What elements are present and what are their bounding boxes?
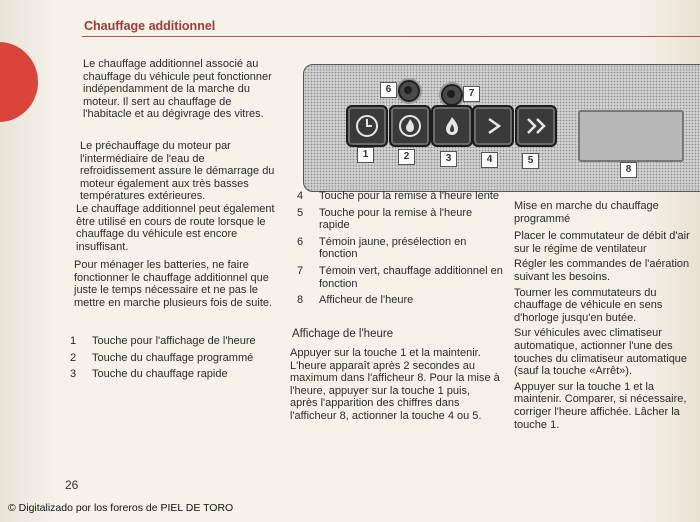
right-column <box>514 200 700 431</box>
callout-6: 6 <box>380 82 397 98</box>
callout-2: 2 <box>398 149 415 165</box>
legend-text: Touche du chauffage programmé <box>92 351 254 364</box>
legend-number: 7 <box>297 264 304 277</box>
legend-number: 1 <box>70 335 77 347</box>
programmed-flame-icon <box>397 113 423 139</box>
play-icon <box>480 113 506 139</box>
time-display-heading: Affichage de l'heure <box>292 328 394 340</box>
legend-text: Touche pour l'affichage de l'heure <box>92 335 256 347</box>
callout-8: 8 <box>620 162 637 178</box>
right-paragraph-3: Régler les commandes de l'aération suivant les besoins. <box>514 258 690 283</box>
callout-5: 5 <box>522 153 539 169</box>
legend-number: 2 <box>70 351 77 364</box>
right-paragraph-4: Tourner les commutateurs du chauffage de véhicule en sens d'horloge jusqu'en butée. <box>514 286 663 324</box>
fast-time-set-button <box>515 105 557 147</box>
legend-list-middle <box>297 190 503 311</box>
intro-paragraph-4: Pour ménager les batteries, ne faire fonctionner le chauffage additionnel que juste le temps nécessaire et ne pas le mettre en marche plusieurs fois de suite. <box>74 259 273 309</box>
legend-item <box>297 265 503 290</box>
legend-item <box>70 368 260 381</box>
right-paragraph-5: Sur véhicules avec climatiseur automatique, actionner l'une des touches du climatiseur automatique (sauf la touche «Arrêt»). <box>514 327 688 378</box>
legend-number: 5 <box>297 206 304 219</box>
legend-text: Touche pour la remise à l'heure rapide <box>319 206 473 232</box>
legend-number: 4 <box>297 190 304 202</box>
flame-icon <box>439 113 465 139</box>
legend-number: 3 <box>70 368 77 381</box>
legend-text: Touche du chauffage rapide <box>92 368 228 381</box>
callout-3: 3 <box>440 151 457 167</box>
legend-text: Témoin jaune, présélection en fonction <box>319 235 467 261</box>
legend-text: Touche pour la remise à l'heure lente <box>319 190 500 202</box>
legend-item <box>297 236 503 261</box>
intro-paragraph-3: Le chauffage additionnel peut également être utilisé en cours de route lorsque le chauffage du véhicule est encore insuffisant. <box>76 203 275 253</box>
legend-number: 6 <box>297 235 304 248</box>
title-rule <box>82 36 700 37</box>
legend-item <box>297 207 503 232</box>
clock-icon <box>354 113 380 139</box>
clock-button <box>346 105 388 147</box>
legend-text: Afficheur de l'heure <box>319 294 414 307</box>
legend-item <box>70 335 260 348</box>
legend-number: 8 <box>297 294 304 307</box>
right-paragraph-2: Placer le commutateur de débit d'air sur le régime de ventilateur <box>514 230 690 255</box>
intro-paragraph-1: Le chauffage additionnel associé au chauffage du véhicule peut fonctionner indépendamment de la marche du moteur. Il sert au chauffage de l'habitacle et au dégivrage des vitres. <box>83 58 272 121</box>
legend-list-left <box>70 335 260 385</box>
fast-forward-icon <box>523 113 549 139</box>
intro-paragraph-2: Le préchauffage du moteur par l'intermédiaire de l'eau de refroidissement assure le démarrage du moteur également aux très basses températures extérieures. <box>80 140 275 203</box>
right-paragraph-6: Appuyer sur la touche 1 et la maintenir. Comparer, si nécessaire, corriger l'heure affichée. Lâcher la touche 1. <box>514 380 687 431</box>
callout-7: 7 <box>463 86 480 102</box>
slow-time-set-button <box>472 105 514 147</box>
legend-item <box>297 190 503 203</box>
legend-item <box>297 294 503 307</box>
legend-text: Témoin vert, chauffage additionnel en fonction <box>319 264 503 290</box>
right-paragraph-1: Mise en marche du chauffage programmé <box>514 200 659 225</box>
time-display <box>578 110 684 162</box>
green-indicator-lamp <box>441 84 463 106</box>
yellow-indicator-lamp <box>398 80 420 102</box>
legend-item <box>70 352 260 365</box>
time-display-text: Appuyer sur la touche 1 et la maintenir. L'heure apparaît après 2 secondes au maximum dans l'afficheur 8. Pour la mise à l'heure, appuyer sur la touche 1 puis, après l'apparition des chiffres dans l'afficheur 8, actionner la touche 4 ou 5. <box>290 347 500 422</box>
callout-1: 1 <box>357 147 374 163</box>
callout-4: 4 <box>481 152 498 168</box>
programmed-heating-button <box>389 105 431 147</box>
section-title: Chauffage additionnel <box>84 19 216 33</box>
quick-heating-button <box>431 105 473 147</box>
credit-line: © Digitalizado por los foreros de PIEL DE TORO <box>8 502 234 514</box>
page-number: 26 <box>65 478 79 492</box>
